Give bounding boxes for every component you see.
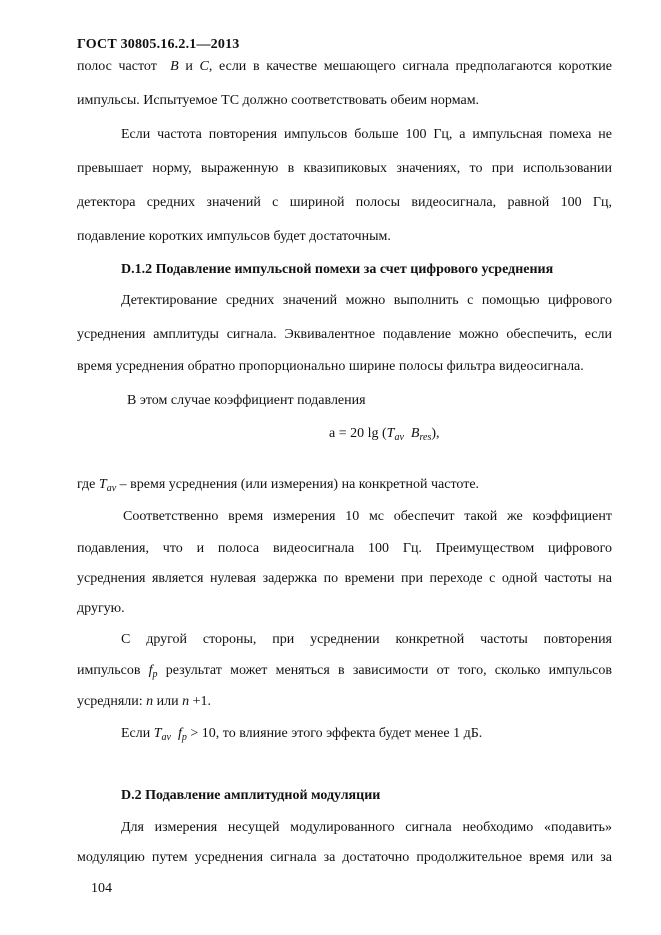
text-run: , если в качестве мешающего сигнала предполагаются короткие — [208, 59, 613, 74]
paragraph-line: Соответственно время измерения 10 мс обеспечит такой же коэффициент — [123, 509, 612, 524]
formula-text: ), — [431, 426, 440, 441]
formula-subscript: av — [394, 432, 404, 443]
paragraph-line: импульсы. Испытуемое ТС должно соответствовать обеим нормам. — [77, 93, 480, 108]
section-heading: D.2 Подавление амплитудной модуляции — [121, 788, 381, 803]
text-run: где — [77, 477, 96, 492]
paragraph-line: В этом случае коэффициент подавления — [127, 393, 366, 408]
paragraph-line: Детектирование средних значений можно выполнить с помощью цифрового — [121, 293, 612, 308]
subscript: p — [152, 669, 158, 680]
subscript: av — [106, 483, 117, 494]
formula-symbol: B — [410, 426, 420, 441]
symbol-f: f — [178, 726, 182, 741]
section-heading: D.1.2 Подавление импульсной помехи за счет цифрового усреднения — [121, 262, 554, 277]
symbol-t: T — [153, 726, 162, 741]
text-run: результат может меняться в зависимости от того, сколько импульсов — [165, 663, 613, 678]
symbol-f: f — [148, 663, 153, 678]
paragraph-line: другую. — [77, 601, 125, 616]
paragraph-line: усреднения является нулевая задержка по времени при переходе с одной частоты на — [77, 571, 612, 586]
symbol-c: C — [199, 59, 209, 74]
paragraph-line — [77, 476, 612, 494]
formula-symbol: T — [386, 426, 395, 441]
paragraph-line — [77, 662, 612, 680]
symbol-n: n — [146, 694, 154, 709]
text-run: Если — [121, 726, 151, 741]
paragraph-line — [121, 725, 612, 743]
paragraph-line: усреднения амплитуды сигнала. Эквивалентное подавление можно обеспечить, если — [77, 327, 612, 342]
paragraph-line: время усреднения обратно пропорционально ширине полосы фильтра видеосигнала. — [77, 359, 584, 374]
text-run: > 10, то влияние этого эффекта будет менее 1 дБ. — [190, 726, 483, 741]
paragraph-line: подавление коротких импульсов будет достаточным. — [77, 229, 391, 244]
text-run: – время усреднения (или измерения) на конкретной частоте. — [119, 477, 480, 492]
formula-subscript: res — [419, 432, 432, 443]
page-number: 104 — [91, 881, 112, 896]
paragraph-line — [77, 693, 612, 711]
paragraph-line: превышает норму, выраженную в квазипиковых значениях, то при использовании — [77, 161, 612, 176]
paragraph-line: Если частота повторения импульсов больше 100 Гц, а импульсная помеха не — [121, 127, 612, 142]
text-run: +1. — [192, 694, 212, 709]
paragraph-line: модуляцию путем усреднения сигнала за достаточно продолжительное время или за — [77, 850, 612, 865]
text-run: полос частот — [77, 59, 157, 74]
text-run: усредняли: — [77, 694, 143, 709]
symbol-t: T — [98, 477, 107, 492]
formula — [329, 425, 440, 443]
text-run: импульсов — [77, 663, 141, 678]
symbol-b: B — [170, 59, 179, 74]
paragraph-line: подавления, что и полоса видеосигнала 100 Гц. Преимуществом цифрового — [77, 541, 612, 556]
paragraph-line — [77, 58, 612, 76]
paragraph-line: детектора средних значений с шириной полосы видеосигнала, равной 100 Гц, — [77, 195, 612, 210]
document-header: ГОСТ 30805.16.2.1—2013 — [77, 37, 240, 52]
symbol-n: n — [182, 694, 190, 709]
paragraph-line: Для измерения несущей модулированного сигнала необходимо «подавить» — [121, 820, 612, 835]
subscript: p — [181, 732, 187, 743]
text-run: или — [156, 694, 179, 709]
subscript: av — [161, 732, 171, 743]
formula-text: a = 20 lg ( — [329, 426, 387, 441]
paragraph-line: С другой стороны, при усреднении конкретной частоты повторения — [121, 632, 612, 647]
text-run: и — [185, 59, 193, 74]
